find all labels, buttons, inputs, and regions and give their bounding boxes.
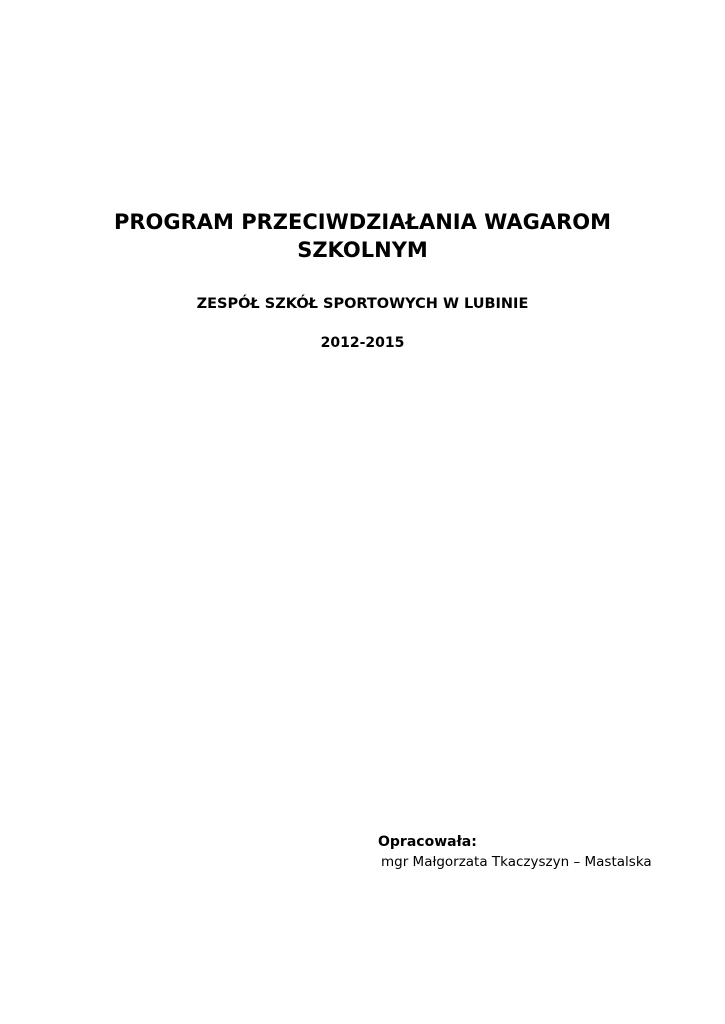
author-label: Opracowała: bbox=[378, 834, 477, 850]
school-name: ZESPÓŁ SZKÓŁ SPORTOWYCH W LUBINIE bbox=[196, 296, 529, 312]
program-years: 2012-2015 bbox=[320, 335, 405, 351]
title-line-1: PROGRAM PRZECIWDZIAŁANIA WAGAROM bbox=[113, 210, 612, 234]
title-line-2: SZKOLNYM bbox=[297, 238, 428, 262]
author-name: mgr Małgorzata Tkaczyszyn – Mastalska bbox=[381, 854, 652, 870]
document-title bbox=[0, 208, 725, 264]
author-block bbox=[378, 832, 652, 872]
